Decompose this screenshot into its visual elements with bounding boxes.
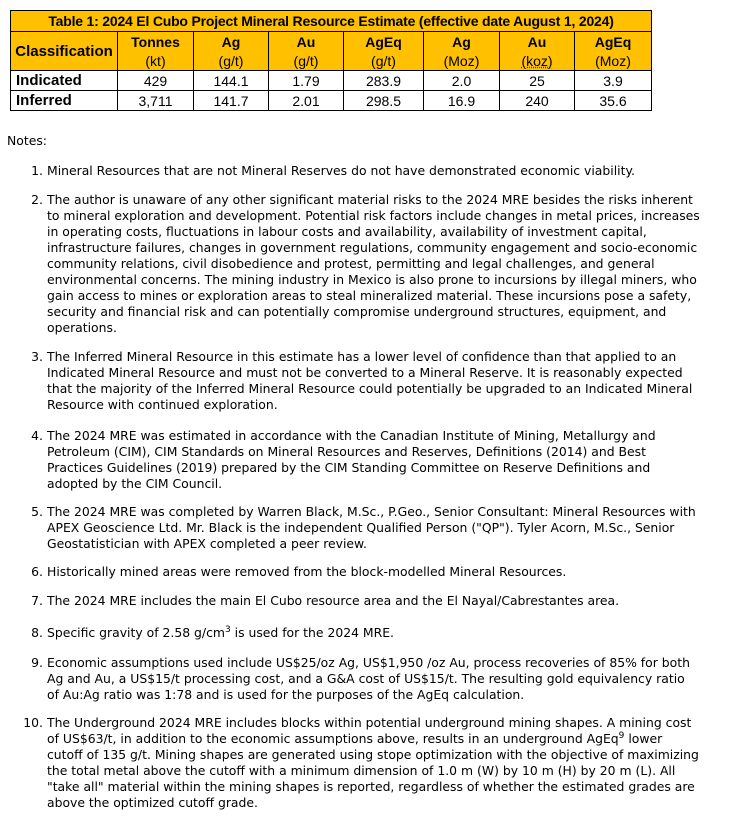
note-line: Ag and Au, a US$15/t processing cost, and a G&A cost of US$15/t. The resulting gold equivalency ratio [47, 671, 685, 686]
note-number: 3. [31, 349, 43, 364]
note-line: Practices Guidelines (2019) prepared by the CIM Standing Committee on Reserve Definitions and [47, 460, 651, 475]
mineral-resource-table [10, 10, 652, 111]
note-line: security and financial risk and can potentially compromise underground structures, equipment, and [47, 304, 667, 319]
cell-ageq-grade: 298.5 [344, 91, 424, 111]
note-line: infrastructure failures, changes in government regulations, community engagement and socio-economic [47, 240, 698, 255]
row-label: Inferred [11, 91, 118, 111]
note-line: to mineral exploration and development. Potential risk factors include changes in metal prices, increases [47, 208, 700, 223]
cell-au-ounces: 25 [500, 71, 575, 91]
note-line: adopted by the CIM Council. [47, 476, 223, 491]
note-10 [23, 715, 737, 811]
note-number: 4. [31, 428, 43, 443]
row-label: Indicated [11, 71, 118, 91]
cell-ageq-grade: 283.9 [344, 71, 424, 91]
col-unit-ag-grade: (g/t) [194, 51, 269, 71]
note-7 [31, 593, 737, 609]
note-line: The 2024 MRE was completed by Warren Black, M.Sc., P.Geo., Senior Consultant: Mineral Resources with [47, 504, 696, 519]
col-header-au-ounces: Au [500, 32, 575, 52]
note-number: 6. [31, 564, 43, 579]
note-4 [31, 428, 737, 492]
note-line: of Au:Ag ratio was 1:78 and is used for the purposes of the AgEq calculation. [47, 687, 525, 702]
cell-tonnes: 3,711 [118, 91, 194, 111]
note-line: "take all" material within the mining shapes is reported, regardless of whether the estimated grades are [47, 779, 695, 794]
note-line: Petroleum (CIM), CIM Standards on Mineral Resources and Reserves, Definitions (2014) and Best [47, 444, 646, 459]
notes-label: Notes: [7, 133, 47, 148]
note-line: The Underground 2024 MRE includes blocks within potential underground mining shapes. A mining cost [47, 715, 692, 730]
col-header-ag-ounces: Ag [424, 32, 500, 52]
note-text-part: is used for the 2024 MRE. [230, 625, 394, 640]
note-line: The 2024 MRE was estimated in accordance with the Canadian Institute of Mining, Metallurgy and [47, 428, 656, 443]
cell-ag-ounces: 16.9 [424, 91, 500, 111]
note-2 [31, 192, 737, 336]
cell-ag-ounces: 2.0 [424, 71, 500, 91]
note-line: Economic assumptions used include US$25/oz Ag, US$1,950 /oz Au, process recoveries of 85% for both [47, 655, 690, 670]
superscript: 3 [224, 624, 231, 635]
note-line: in operating costs, fluctuations in labour costs and availability, availability of investment capital, [47, 224, 647, 239]
note-text-part: of US$63/t, in addition to the economic assumptions above, results in an underground AgEq [47, 731, 619, 746]
note-number: 9. [31, 655, 43, 670]
note-line: cutoff of 135 g/t. Mining shapes are generated using stope optimization with the objective of maximizing [47, 747, 699, 762]
note-number: 2. [31, 192, 43, 207]
note-line: Indicated Mineral Resource and must not be converted to a Mineral Reserve. It is reasonably expected [47, 365, 683, 380]
col-unit-au-ounces-text: (koz) [521, 52, 553, 69]
note-line: environmental concerns. The mining industry in Mexico is also prone to incursions by illegal miners, who [47, 272, 697, 287]
note-line: The Inferred Mineral Resource in this estimate has a lower level of confidence than that applied to an [47, 349, 677, 364]
note-number: 10. [23, 715, 43, 730]
note-8 [31, 624, 737, 641]
col-unit-ageq-ounces: (Moz) [575, 51, 652, 71]
note-text: Mineral Resources that are not Mineral Reserves do not have demonstrated economic viability. [47, 163, 635, 178]
col-header-tonnes: Tonnes [118, 32, 194, 52]
cell-ageq-ounces: 35.6 [575, 91, 652, 111]
col-unit-tonnes: (kt) [118, 51, 194, 71]
note-line: community relations, civil disobedience and protest, permitting and legal challenges, and general [47, 256, 655, 271]
classification-header: Classification [11, 32, 118, 71]
col-unit-ageq-grade: (g/t) [344, 51, 424, 71]
col-unit-au-ounces [500, 51, 575, 71]
note-line: Geostatistician with APEX completed a peer review. [47, 536, 367, 551]
table-row-indicated [11, 71, 652, 91]
note-9 [31, 655, 737, 703]
cell-ag-grade: 144.1 [194, 71, 269, 91]
note-text-part: lower [624, 731, 663, 746]
note-5 [31, 504, 737, 552]
col-header-ageq-ounces: AgEq [575, 32, 652, 52]
cell-au-grade: 1.79 [269, 71, 344, 91]
col-header-ag-grade: Ag [194, 32, 269, 52]
note-number: 5. [31, 504, 43, 519]
cell-au-grade: 2.01 [269, 91, 344, 111]
note-line: operations. [47, 320, 117, 335]
note-line: The author is unaware of any other significant material risks to the 2024 MRE besides the risks inherent [47, 192, 693, 207]
table-title: Table 1: 2024 El Cubo Project Mineral Resource Estimate (effective date August 1, 2024) [11, 11, 652, 32]
cell-ag-grade: 141.7 [194, 91, 269, 111]
note-text: Historically mined areas were removed from the block-modelled Mineral Resources. [47, 564, 567, 579]
note-number: 7. [31, 593, 43, 608]
note-text-part: Specific gravity of 2.58 g/cm [47, 625, 225, 640]
note-number: 1. [31, 163, 43, 178]
note-6 [31, 564, 737, 580]
cell-au-ounces: 240 [500, 91, 575, 111]
note-text [47, 625, 737, 641]
note-line [47, 731, 737, 747]
note-1 [31, 163, 737, 179]
note-line: APEX Geoscience Ltd. Mr. Black is the independent Qualified Person ("QP"). Tyler Acorn, M.Sc., Senior [47, 520, 675, 535]
note-text: The 2024 MRE includes the main El Cubo resource area and the El Nayal/Cabrestantes area. [47, 593, 620, 608]
note-line: gain access to mines or exploration areas to steal mineralized material. These incursions pose a safety, [47, 288, 692, 303]
cell-tonnes: 429 [118, 71, 194, 91]
table-row-inferred [11, 91, 652, 111]
note-3 [31, 349, 737, 413]
note-line: the total metal above the cutoff with a minimum dimension of 1.0 m (W) by 10 m (H) by 20 m (L). All [47, 763, 676, 778]
note-line: above the optimized cutoff grade. [47, 795, 258, 810]
col-header-au-grade: Au [269, 32, 344, 52]
superscript: 9 [618, 730, 625, 741]
note-line: that the majority of the Inferred Mineral Resource could potentially be upgraded to an Indicated Mineral [47, 381, 693, 396]
col-header-ageq-grade: AgEq [344, 32, 424, 52]
note-number: 8. [31, 625, 43, 640]
cell-ageq-ounces: 3.9 [575, 71, 652, 91]
col-unit-ag-ounces: (Moz) [424, 51, 500, 71]
col-unit-au-grade: (g/t) [269, 51, 344, 71]
note-line: Resource with continued exploration. [47, 397, 278, 412]
